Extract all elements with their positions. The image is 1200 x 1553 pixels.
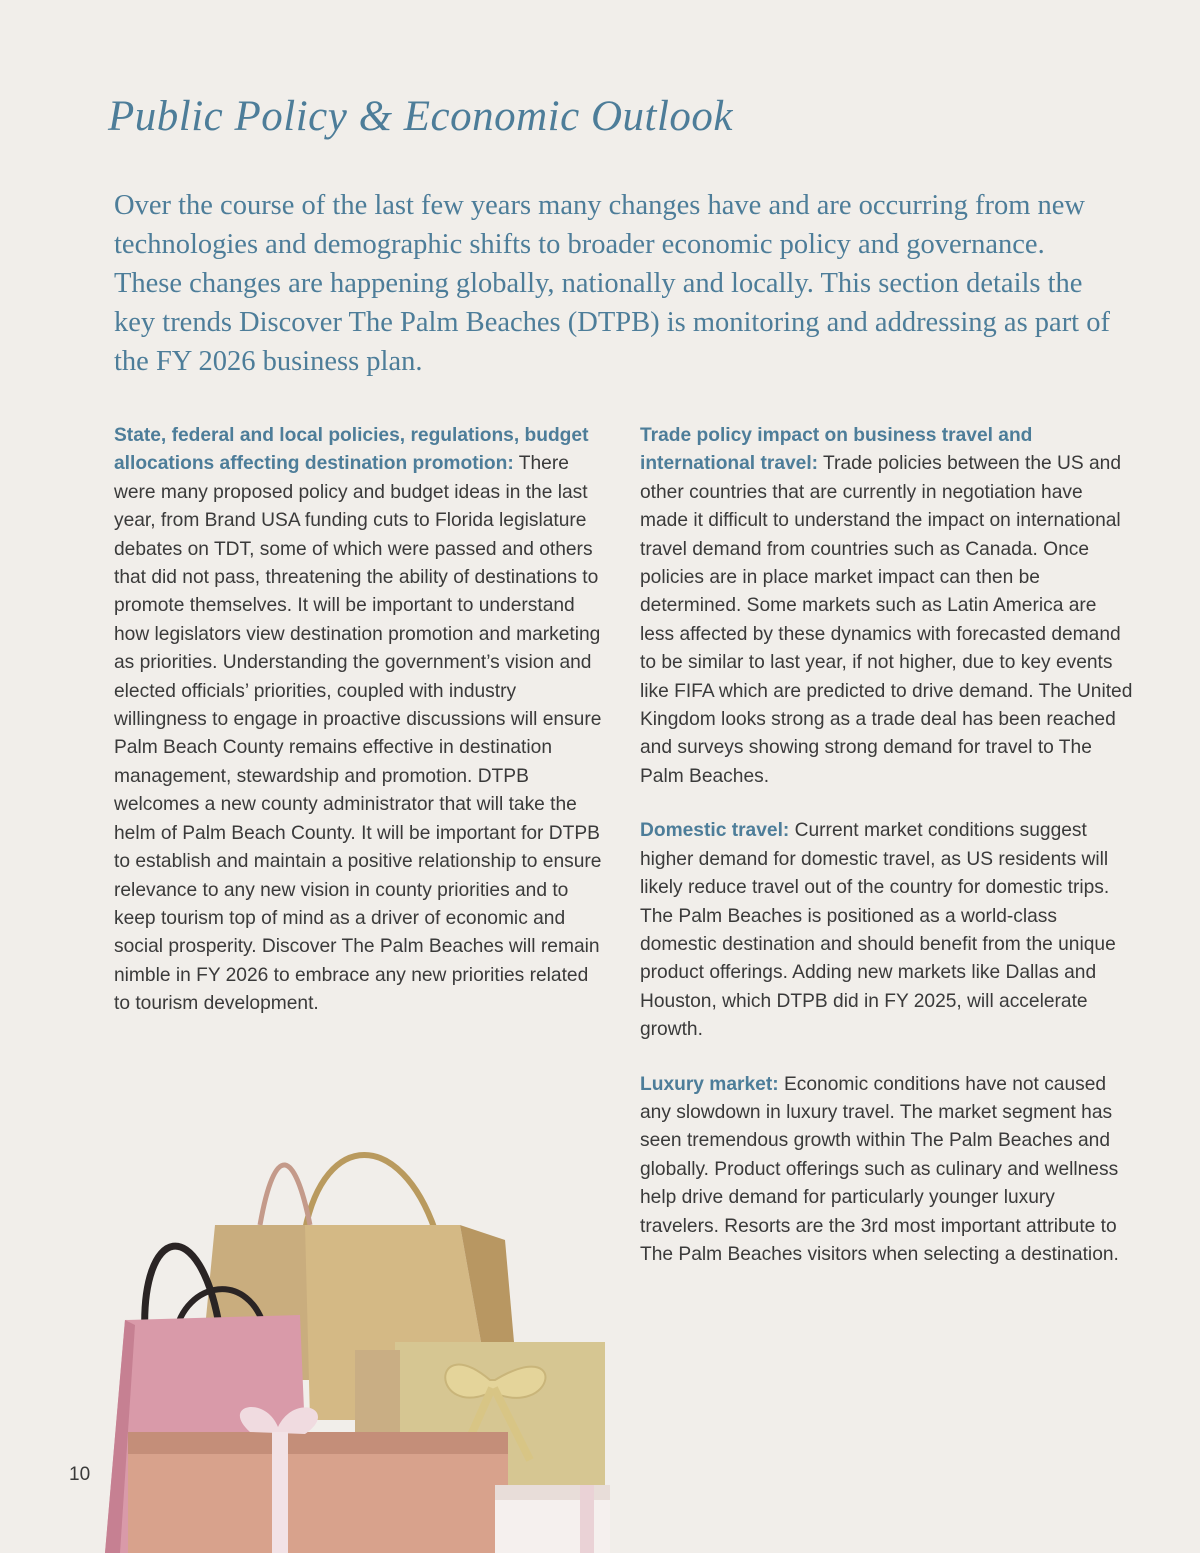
section-heading: Trade policy impact on business travel and international travel: bbox=[640, 425, 1033, 475]
intro-paragraph: Over the course of the last few years many changes have and are occurring from new technologies and demographic shifts to broader economic policy and governance. These changes are happening globally, nationally and locally. This section details the key trends Discover The Palm Beaches (DTPB) is monitoring and addressing as part of the FY 2026 business plan. bbox=[114, 190, 1110, 377]
shopping-bags-gifts-image bbox=[100, 1130, 610, 1553]
section-domestic-travel bbox=[640, 817, 1135, 1044]
section-luxury-market bbox=[640, 1071, 1135, 1270]
section-heading: State, federal and local policies, regulations, budget allocations affecting destination promotion: bbox=[114, 425, 589, 475]
section-heading: Luxury market: bbox=[640, 1073, 779, 1095]
page-number: 10 bbox=[69, 1464, 91, 1485]
section-body: There were many proposed policy and budget ideas in the last year, from Brand USA funding cuts to Florida legislature debates on TDT, some of which were passed and others that did not pass, threatening the ability of destinations to promote themselves. It will be important to understand how legislators view destination promotion and marketing as priorities. Understanding the government’s vision and elected officials’ priorities, coupled with industry willingness to engage in proactive discussions will ensure Palm Beach County remains effective in destination management, stewardship and promotion. DTPB welcomes a new county administrator that will take the helm of Palm Beach County. It will be important for DTPB to establish and maintain a positive relationship to ensure relevance to any new vision in county priorities and to keep tourism top of mind as a driver of economic and social prosperity. Discover The Palm Beaches will remain nimble in FY 2026 to embrace any new priorities related to tourism development. bbox=[114, 453, 602, 1015]
section-body: Current market conditions suggest higher demand for domestic travel, as US residents will likely reduce travel out of the country for domestic trips. The Palm Beaches is positioned as a world-class domestic destination and should benefit from the unique product offerings. Adding new markets like Dallas and Houston, which DTPB did in FY 2025, will accelerate growth. bbox=[640, 820, 1116, 1041]
section-trade-policy bbox=[640, 422, 1135, 791]
section-heading: Domestic travel: bbox=[640, 820, 790, 842]
left-column bbox=[114, 422, 609, 1045]
page-title: Public Policy & Economic Outlook bbox=[108, 93, 733, 140]
section-body: Trade policies between the US and other countries that are currently in negotiation have made it difficult to understand the impact on international travel demand from countries such as Canada. Once policies are in place market impact can then be determined. Some markets such as Latin America are less affected by these dynamics with forecasted demand to be similar to last year, if not higher, due to key events like FIFA which are predicted to drive demand. The United Kingdom looks strong as a trade deal has been reached and surveys showing strong demand for travel to The Palm Beaches. bbox=[640, 453, 1133, 787]
section-state-policy bbox=[114, 422, 609, 1019]
right-column bbox=[640, 422, 1135, 1295]
section-body: Economic conditions have not caused any slowdown in luxury travel. The market segment has seen tremendous growth within The Palm Beaches and globally. Product offerings such as culinary and wellness help drive demand for particularly younger luxury travelers. Resorts are the 3rd most important attribute to The Palm Beaches visitors when selecting a destination. bbox=[640, 1073, 1119, 1265]
